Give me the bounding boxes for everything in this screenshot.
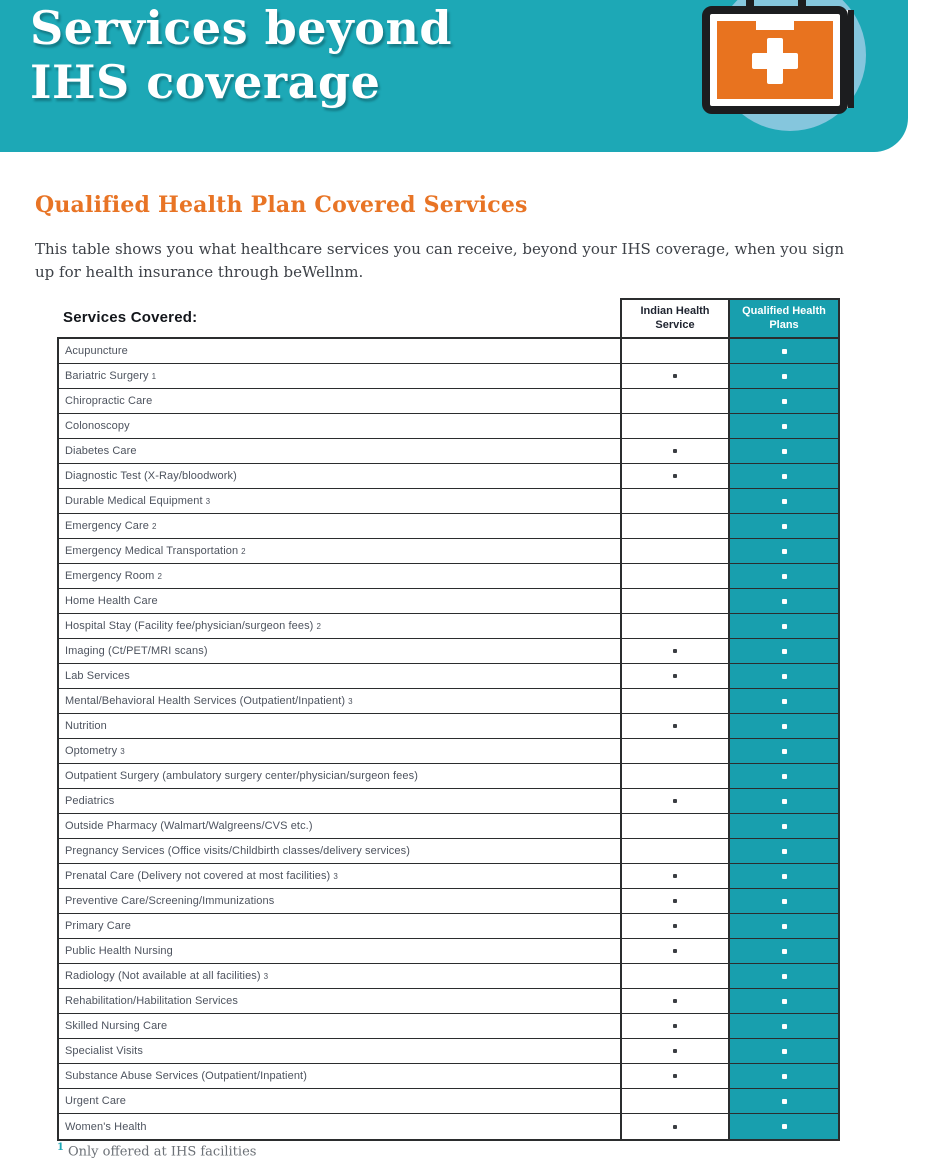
ihs-coverage-cell — [620, 1114, 728, 1139]
covered-bullet-icon — [673, 924, 677, 928]
ihs-coverage-cell — [620, 1089, 728, 1113]
covered-bullet-icon — [673, 1049, 677, 1053]
table-row — [59, 739, 838, 764]
service-label: Outside Pharmacy (Walmart/Walgreens/CVS etc.) — [65, 820, 313, 832]
table-row — [59, 639, 838, 664]
column-header-indian-health-service: Indian Health Service — [620, 298, 728, 337]
footnote-reference: 2 — [316, 621, 321, 631]
ihs-coverage-cell — [620, 439, 728, 463]
service-label: Preventive Care/Screening/Immunizations — [65, 895, 275, 907]
service-label: Lab Services — [65, 670, 130, 682]
service-name — [59, 639, 620, 663]
covered-bullet-icon — [782, 749, 787, 754]
covered-bullet-icon — [782, 974, 787, 979]
ihs-coverage-cell — [620, 739, 728, 763]
ihs-coverage-cell — [620, 989, 728, 1013]
table-row — [59, 939, 838, 964]
covered-bullet-icon — [782, 1099, 787, 1104]
qhp-coverage-cell — [728, 939, 838, 963]
table-row — [59, 964, 838, 989]
service-label: Home Health Care — [65, 595, 158, 607]
service-label: Durable Medical Equipment — [65, 495, 203, 507]
covered-bullet-icon — [782, 1049, 787, 1054]
footnote-reference: 2 — [241, 546, 246, 556]
qhp-coverage-cell — [728, 489, 838, 513]
service-label: Pediatrics — [65, 795, 115, 807]
ihs-coverage-cell — [620, 464, 728, 488]
covered-bullet-icon — [782, 724, 787, 729]
service-name — [59, 614, 620, 638]
table-row — [59, 589, 838, 614]
footnote-marker: 1 — [57, 1142, 64, 1153]
table-row — [59, 839, 838, 864]
service-name — [59, 764, 620, 788]
table-row — [59, 514, 838, 539]
page-title-line1: Services beyond — [30, 1, 453, 55]
qhp-coverage-cell — [728, 589, 838, 613]
service-label: Rehabilitation/Habilitation Services — [65, 995, 238, 1007]
covered-bullet-icon — [673, 1024, 677, 1028]
covered-bullet-icon — [782, 349, 787, 354]
table-header-row — [57, 298, 840, 337]
qhp-coverage-cell — [728, 764, 838, 788]
intro-line1: This table shows you what healthcare services you can receive, beyond your IHS coverage, when you sign — [35, 240, 844, 258]
service-label: Prenatal Care (Delivery not covered at most facilities) — [65, 870, 331, 882]
covered-bullet-icon — [782, 949, 787, 954]
column-header-qualified-health-plans: Qualified Health Plans — [728, 298, 840, 337]
table-row — [59, 889, 838, 914]
table-row — [59, 489, 838, 514]
service-label: Hospital Stay (Facility fee/physician/surgeon fees) — [65, 620, 314, 632]
service-name — [59, 364, 620, 388]
covered-bullet-icon — [782, 924, 787, 929]
covered-bullet-icon — [673, 724, 677, 728]
footnote-reference: 3 — [263, 971, 269, 981]
page-title-line2: IHS coverage — [30, 54, 381, 109]
covered-bullet-icon — [782, 674, 787, 679]
table-row — [59, 1014, 838, 1039]
coverage-table — [57, 298, 840, 1141]
service-label: Nutrition — [65, 720, 107, 732]
qhp-coverage-cell — [728, 664, 838, 688]
section-heading: Qualified Health Plan Covered Services — [35, 192, 528, 218]
service-label: Acupuncture — [65, 345, 128, 357]
ihs-coverage-cell — [620, 764, 728, 788]
covered-bullet-icon — [673, 474, 677, 478]
covered-bullet-icon — [782, 1124, 787, 1129]
ihs-coverage-cell — [620, 564, 728, 588]
covered-bullet-icon — [782, 799, 787, 804]
covered-bullet-icon — [782, 824, 787, 829]
ihs-coverage-cell — [620, 639, 728, 663]
ihs-coverage-cell — [620, 889, 728, 913]
service-label: Public Health Nursing — [65, 945, 173, 957]
service-label: Outpatient Surgery (ambulatory surgery center/physician/surgeon fees) — [65, 770, 418, 782]
covered-bullet-icon — [782, 999, 787, 1004]
footnote-reference: 3 — [120, 746, 125, 756]
service-label: Colonoscopy — [65, 420, 130, 432]
qhp-coverage-cell — [728, 889, 838, 913]
qhp-coverage-cell — [728, 439, 838, 463]
service-name — [59, 1064, 620, 1088]
qhp-coverage-cell — [728, 1064, 838, 1088]
ihs-coverage-cell — [620, 614, 728, 638]
table-row — [59, 664, 838, 689]
ihs-coverage-cell — [620, 789, 728, 813]
covered-bullet-icon — [673, 649, 677, 653]
covered-bullet-icon — [673, 1125, 677, 1129]
banner — [0, 0, 908, 152]
service-name — [59, 1089, 620, 1113]
table-row — [59, 414, 838, 439]
qhp-coverage-cell — [728, 639, 838, 663]
service-name — [59, 914, 620, 938]
ihs-coverage-cell — [620, 364, 728, 388]
service-name — [59, 514, 620, 538]
covered-bullet-icon — [782, 574, 787, 579]
table-row — [59, 1039, 838, 1064]
table-row — [59, 364, 838, 389]
service-name — [59, 714, 620, 738]
covered-bullet-icon — [782, 599, 787, 604]
service-name — [59, 589, 620, 613]
covered-bullet-icon — [782, 499, 787, 504]
covered-bullet-icon — [782, 1074, 787, 1079]
service-name — [59, 539, 620, 563]
covered-bullet-icon — [673, 674, 677, 678]
footnote-reference: 3 — [333, 871, 338, 881]
covered-bullet-icon — [782, 424, 787, 429]
service-label: Chiropractic Care — [65, 395, 153, 407]
service-label: Bariatric Surgery — [65, 370, 149, 382]
table-row — [59, 614, 838, 639]
service-label: Substance Abuse Services (Outpatient/Inpatient) — [65, 1070, 307, 1082]
ihs-coverage-cell — [620, 939, 728, 963]
ihs-coverage-cell — [620, 339, 728, 363]
service-label: Radiology (Not available at all facilities) — [65, 970, 261, 982]
table-row — [59, 564, 838, 589]
covered-bullet-icon — [673, 799, 677, 803]
service-label: Skilled Nursing Care — [65, 1020, 168, 1032]
service-label: Diabetes Care — [65, 445, 137, 457]
service-name — [59, 464, 620, 488]
table-row — [59, 464, 838, 489]
covered-bullet-icon — [673, 874, 677, 878]
covered-bullet-icon — [782, 1024, 787, 1029]
service-name — [59, 664, 620, 688]
service-name — [59, 939, 620, 963]
footnote-reference: 3 — [348, 696, 353, 706]
table-row — [59, 689, 838, 714]
first-aid-kit-icon — [698, 0, 908, 152]
table-row — [59, 339, 838, 364]
table-body — [57, 337, 840, 1141]
covered-bullet-icon — [673, 449, 677, 453]
service-name — [59, 389, 620, 413]
service-label: Diagnostic Test (X-Ray/bloodwork) — [65, 470, 237, 482]
intro-line2: up for health insurance through beWellnm. — [35, 263, 364, 282]
table-row — [59, 814, 838, 839]
service-label: Mental/Behavioral Health Services (Outpatient/Inpatient) — [65, 695, 346, 707]
service-name — [59, 414, 620, 438]
qhp-coverage-cell — [728, 564, 838, 588]
service-name — [59, 889, 620, 913]
covered-bullet-icon — [673, 1074, 677, 1078]
footnote-reference: 2 — [151, 521, 157, 531]
qhp-coverage-cell — [728, 864, 838, 888]
footnote-reference: 2 — [157, 571, 162, 581]
ihs-coverage-cell — [620, 514, 728, 538]
table-row — [59, 864, 838, 889]
service-name — [59, 439, 620, 463]
service-name — [59, 839, 620, 863]
covered-bullet-icon — [782, 449, 787, 454]
service-label: Pregnancy Services (Office visits/Childbirth classes/delivery services) — [65, 845, 410, 857]
covered-bullet-icon — [673, 949, 677, 953]
ihs-coverage-cell — [620, 664, 728, 688]
qhp-coverage-cell — [728, 464, 838, 488]
service-name — [59, 989, 620, 1013]
qhp-coverage-cell — [728, 989, 838, 1013]
covered-bullet-icon — [673, 374, 677, 378]
ihs-coverage-cell — [620, 589, 728, 613]
qhp-coverage-cell — [728, 364, 838, 388]
qhp-coverage-cell — [728, 389, 838, 413]
service-label: Primary Care — [65, 920, 131, 932]
ihs-coverage-cell — [620, 914, 728, 938]
table-row — [59, 789, 838, 814]
table-row — [59, 914, 838, 939]
qhp-coverage-cell — [728, 614, 838, 638]
qhp-coverage-cell — [728, 714, 838, 738]
ihs-coverage-cell — [620, 1014, 728, 1038]
service-name — [59, 814, 620, 838]
covered-bullet-icon — [673, 899, 677, 903]
table-row — [59, 1114, 838, 1139]
ihs-coverage-cell — [620, 489, 728, 513]
covered-bullet-icon — [782, 474, 787, 479]
ihs-coverage-cell — [620, 864, 728, 888]
covered-bullet-icon — [782, 399, 787, 404]
covered-bullet-icon — [782, 699, 787, 704]
qhp-coverage-cell — [728, 1039, 838, 1063]
table-row — [59, 1089, 838, 1114]
qhp-coverage-cell — [728, 414, 838, 438]
ihs-coverage-cell — [620, 814, 728, 838]
qhp-coverage-cell — [728, 914, 838, 938]
qhp-coverage-cell — [728, 964, 838, 988]
service-label: Optometry — [65, 745, 118, 757]
service-name — [59, 964, 620, 988]
table-row — [59, 439, 838, 464]
qhp-coverage-cell — [728, 1014, 838, 1038]
qhp-coverage-cell — [728, 689, 838, 713]
ihs-coverage-cell — [620, 689, 728, 713]
qhp-coverage-cell — [728, 739, 838, 763]
service-name — [59, 789, 620, 813]
service-label: Emergency Medical Transportation — [65, 545, 239, 557]
covered-bullet-icon — [782, 899, 787, 904]
footnote-reference: 1 — [151, 371, 157, 381]
service-label: Emergency Care — [65, 520, 149, 532]
covered-bullet-icon — [782, 649, 787, 654]
service-name — [59, 1039, 620, 1063]
qhp-coverage-cell — [728, 1089, 838, 1113]
table-row — [59, 389, 838, 414]
covered-bullet-icon — [782, 849, 787, 854]
service-name — [59, 1114, 620, 1139]
ihs-coverage-cell — [620, 714, 728, 738]
service-name — [59, 739, 620, 763]
covered-bullet-icon — [673, 999, 677, 1003]
covered-bullet-icon — [782, 774, 787, 779]
ihs-coverage-cell — [620, 539, 728, 563]
covered-bullet-icon — [782, 549, 787, 554]
ihs-coverage-cell — [620, 1064, 728, 1088]
service-label: Urgent Care — [65, 1095, 127, 1107]
ihs-coverage-cell — [620, 389, 728, 413]
service-name — [59, 489, 620, 513]
table-row — [59, 539, 838, 564]
qhp-coverage-cell — [728, 339, 838, 363]
service-label: Imaging (Ct/PET/MRI scans) — [65, 645, 208, 657]
table-row — [59, 989, 838, 1014]
service-name — [59, 339, 620, 363]
qhp-coverage-cell — [728, 1114, 838, 1139]
table-row — [59, 764, 838, 789]
qhp-coverage-cell — [728, 814, 838, 838]
service-name — [59, 689, 620, 713]
ihs-coverage-cell — [620, 964, 728, 988]
qhp-coverage-cell — [728, 839, 838, 863]
service-label: Specialist Visits — [65, 1045, 143, 1057]
table-row — [59, 1064, 838, 1089]
service-name — [59, 564, 620, 588]
covered-bullet-icon — [782, 874, 787, 879]
qhp-coverage-cell — [728, 789, 838, 813]
column-header-services: Services Covered: — [63, 309, 198, 326]
covered-bullet-icon — [782, 524, 787, 529]
service-name — [59, 864, 620, 888]
intro-paragraph — [35, 238, 915, 285]
ihs-coverage-cell — [620, 839, 728, 863]
ihs-coverage-cell — [620, 1039, 728, 1063]
covered-bullet-icon — [782, 624, 787, 629]
qhp-coverage-cell — [728, 539, 838, 563]
qhp-coverage-cell — [728, 514, 838, 538]
ihs-coverage-cell — [620, 414, 728, 438]
service-label: Women's Health — [65, 1120, 147, 1133]
footnote-text: Only offered at IHS facilities — [67, 1144, 257, 1159]
service-label: Emergency Room — [65, 570, 155, 582]
table-row — [59, 714, 838, 739]
service-name — [59, 1014, 620, 1038]
page-title — [30, 2, 452, 110]
covered-bullet-icon — [782, 374, 787, 379]
footnote-reference: 3 — [205, 496, 211, 506]
